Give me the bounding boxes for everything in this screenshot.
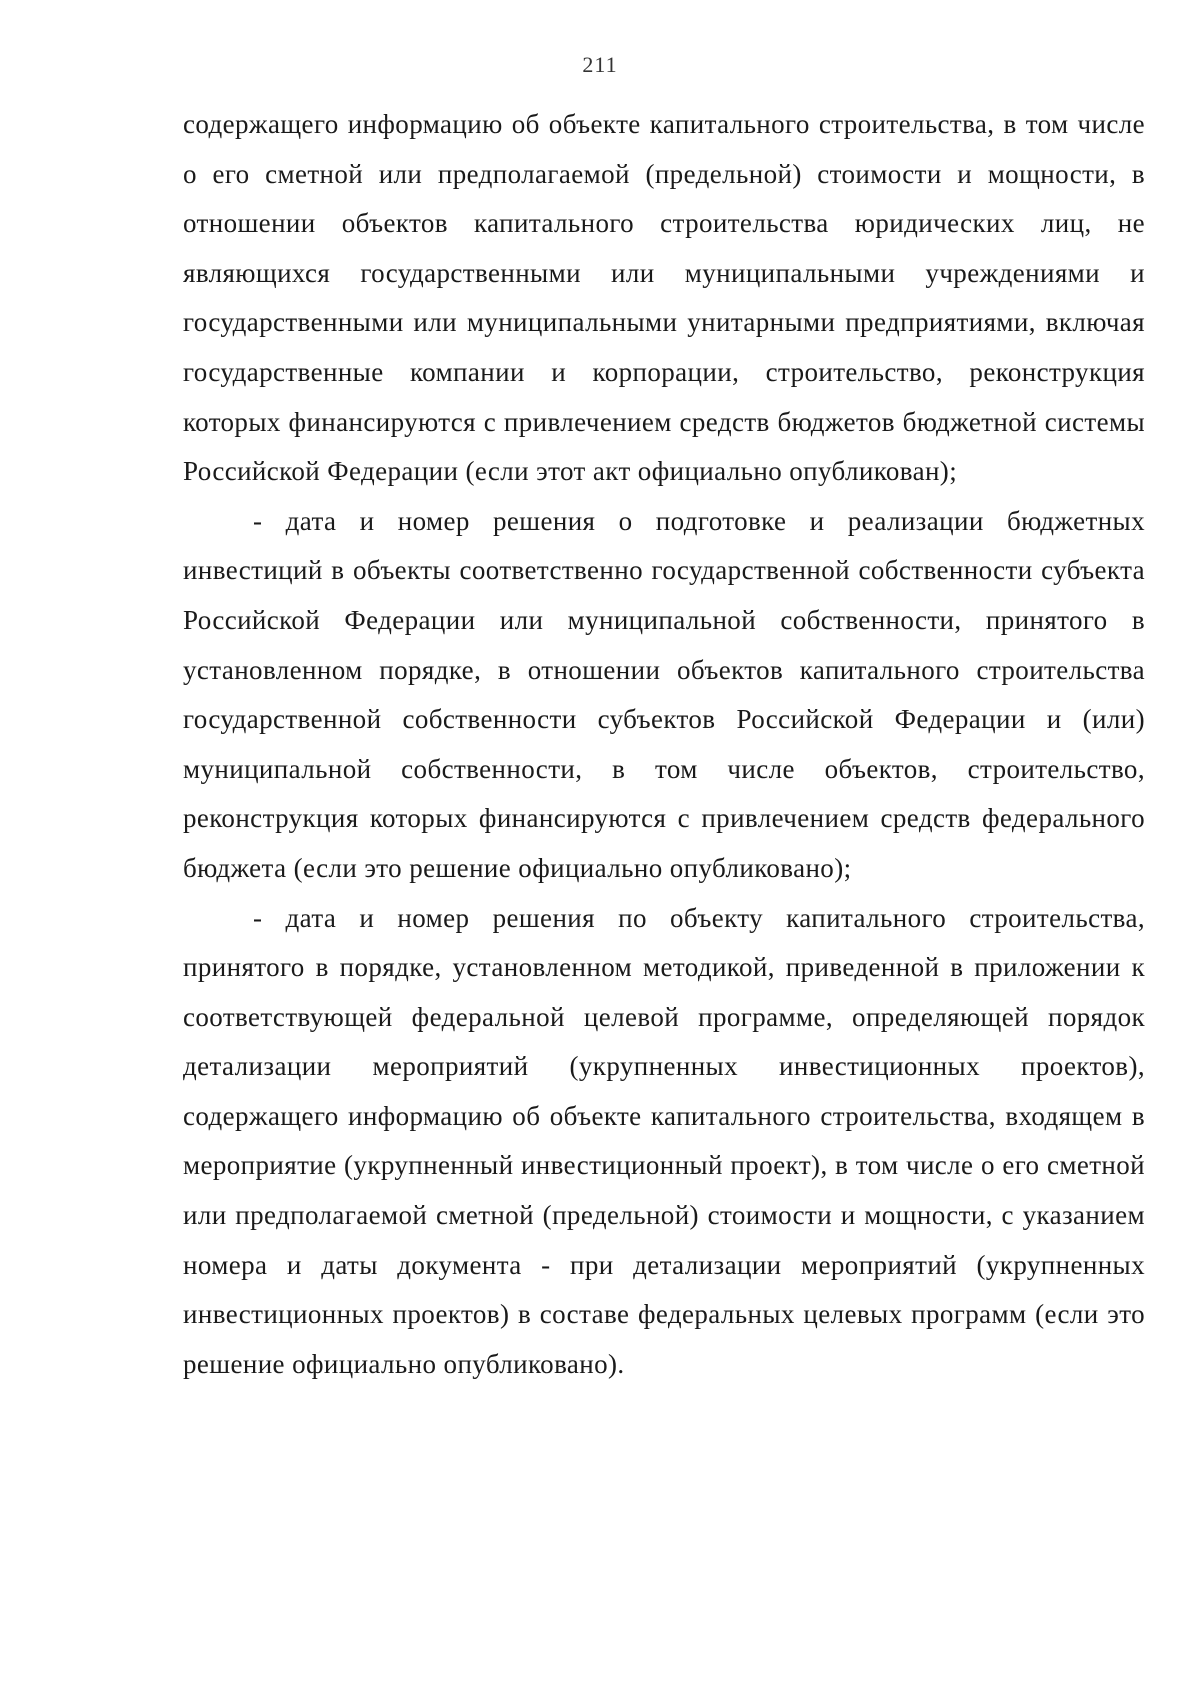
paragraph-federal-program-decision: - дата и номер решения по объекту капитального строительства, принятого в порядке, установленном методикой, приведенной в приложении к соответствующей федеральной целевой программе, определяющей порядок детализации мероприятий (укрупненных инвестиционных проектов), содержащего информацию об объекте капитального строительства, входящем в мероприятие (укрупненный инвестиционный проект), в том числе о его сметной или предполагаемой сметной (предельной) стоимости и мощности, с указанием номера и даты документа - при детализации мероприятий (укрупненных инвестиционных проектов) в составе федеральных целевых программ (если это решение официально опубликовано). <box>183 902 1145 1379</box>
document-body <box>183 100 1145 1389</box>
page-number: 211 <box>582 52 618 77</box>
paragraph-continuation: содержащего информацию об объекте капитального строительства, в том числе о его сметной или предполагаемой (предельной) стоимости и мощности, в отношении объектов капитального строительства юридических лиц, не являющихся государственными или муниципальными учреждениями и государственными или муниципальными унитарными предприятиями, включая государственные компании и корпорации, строительство, реконструкция которых финансируются с привлечением средств бюджетов бюджетной системы Российской Федерации (если этот акт официально опубликован); <box>183 109 1145 487</box>
paragraph-regional-investment-decision: - дата и номер решения о подготовке и реализации бюджетных инвестиций в объекты соответственно государственной собственности субъекта Российской Федерации или муниципальной собственности, принятого в установленном порядке, в отношении объектов капитального строительства государственной собственности субъектов Российской Федерации и (или) муниципальной собственности, в том числе объектов, строительство, реконструкция которых финансируются с привлечением средств федерального бюджета (если это решение официально опубликовано); <box>183 505 1145 883</box>
